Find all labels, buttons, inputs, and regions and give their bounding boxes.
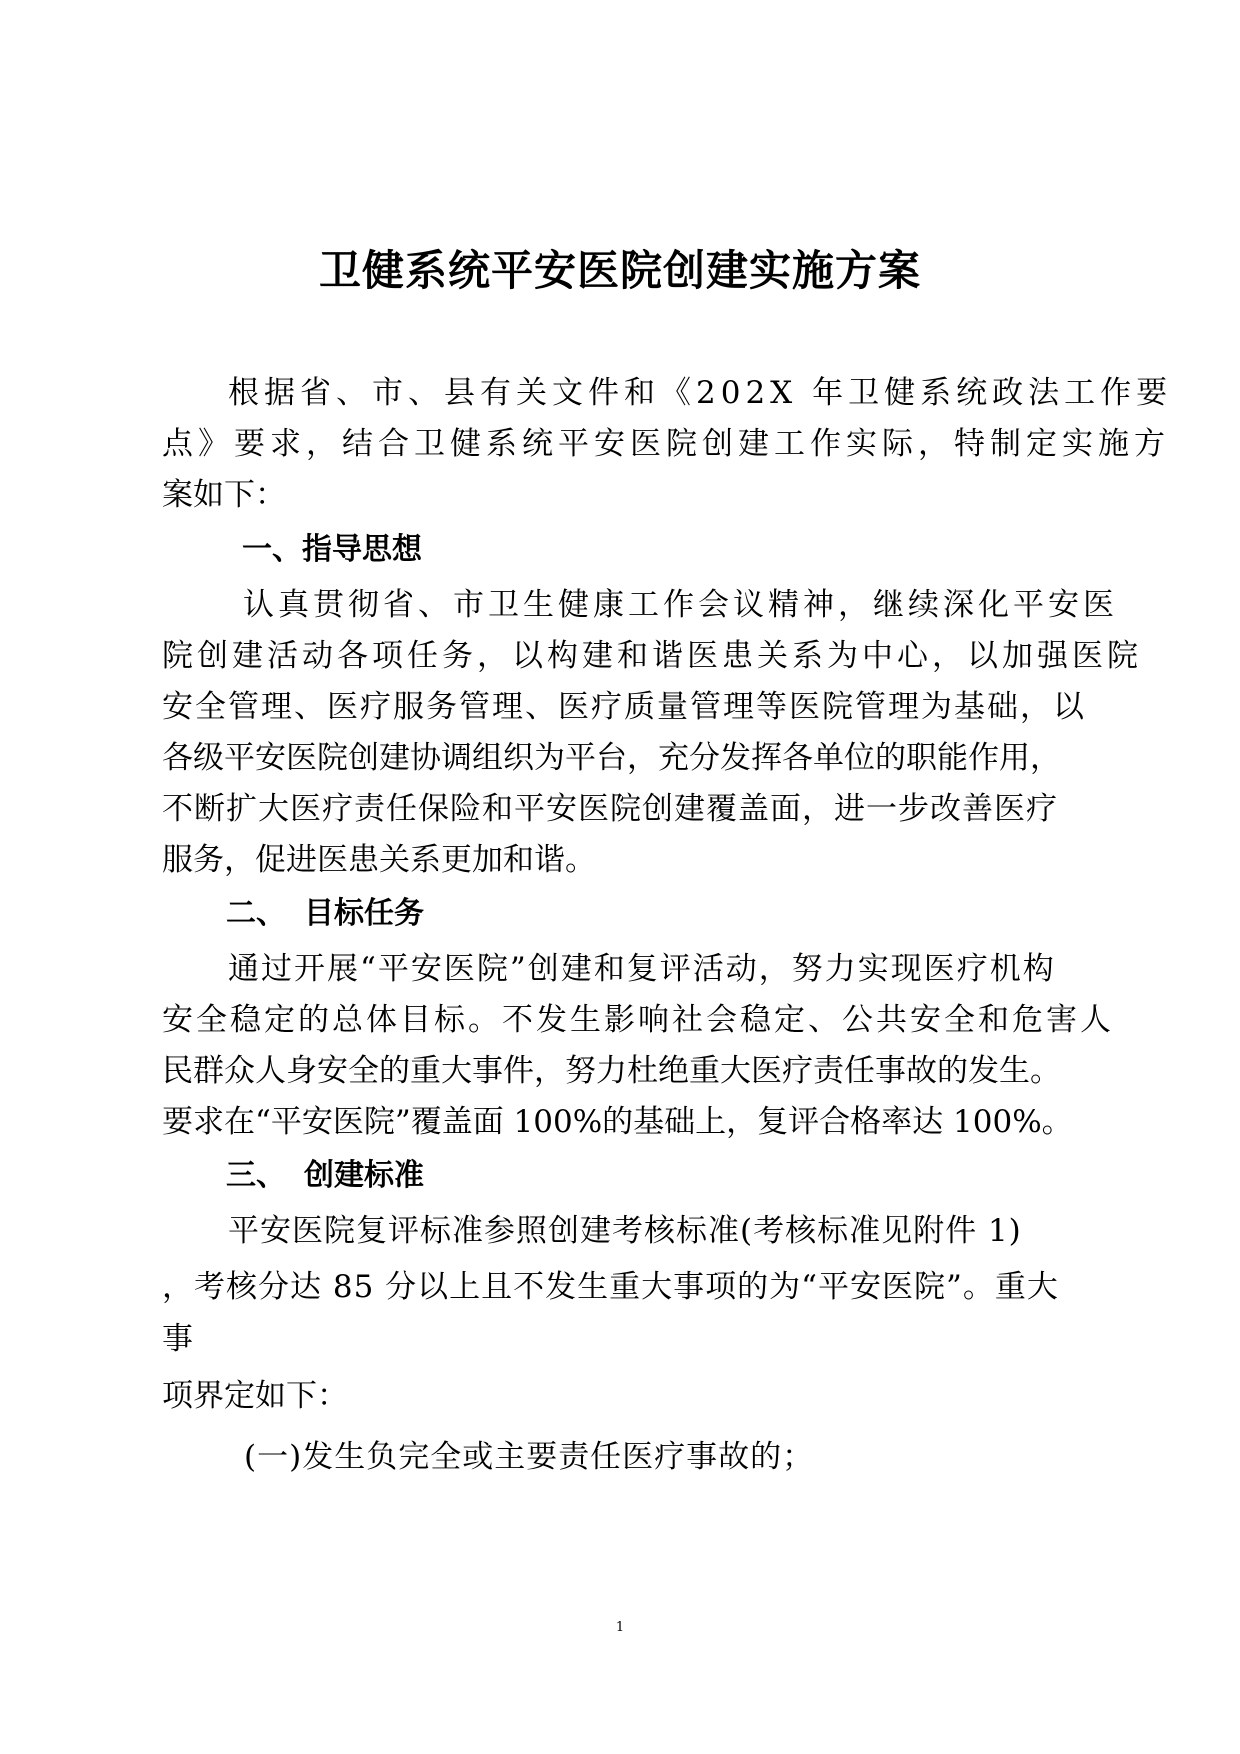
section-3-number: 三、 [226, 1158, 286, 1193]
section-2-number: 二、 [226, 896, 286, 931]
section-1-heading: 一、指导思想 [242, 532, 422, 567]
section-2-title: 目标任务 [304, 896, 424, 931]
section-1-line-5: 不断扩大医疗责任保险和平安医院创建覆盖面，进一步改善医疗 [162, 791, 1058, 827]
section-1-line-4: 各级平安医院创建协调组织为平台，充分发挥各单位的职能作用， [162, 740, 1061, 776]
section-3-line-4: 项界定如下： [162, 1378, 348, 1414]
document-title: 卫健系统平安医院创建实施方案 [318, 246, 921, 295]
section-2-heading [226, 888, 424, 939]
intro-line-3: 案如下： [162, 477, 286, 513]
intro-line-2: 点》要求，结合卫健系统平安医院创建工作实际，特制定实施方 [162, 426, 1170, 462]
section-3-line-3: 事 [162, 1321, 193, 1357]
section-2-line-4: 要求在“平安医院”覆盖面 100%的基础上，复评合格率达 100%。 [162, 1104, 1073, 1140]
intro-line-1: 根据省、市、县有关文件和《202X 年卫健系统政法工作要 [228, 375, 1173, 411]
section-2-line-2: 安全稳定的总体目标。不发生影响社会稳定、公共安全和危害人 [162, 1002, 1114, 1038]
section-2-line-1: 通过开展“平安医院”创建和复评活动，努力实现医疗机构 [228, 951, 1056, 987]
section-1-line-6: 服务，促进医患关系更加和谐。 [162, 842, 596, 878]
section-1-line-3: 安全管理、医疗服务管理、医疗质量管理等医院管理为基础，以 [162, 689, 1086, 725]
section-2-line-3: 民群众人身安全的重大事件，努力杜绝重大医疗责任事故的发生。 [162, 1053, 1061, 1089]
section-3-heading [226, 1150, 424, 1201]
section-3-line-1: 平安医院复评标准参照创建考核标准(考核标准见附件 1) [228, 1213, 1022, 1249]
section-3-line-2: ，考核分达 85 分以上且不发生重大事项的为“平安医院”。重大 [162, 1269, 1059, 1305]
section-3-item-1: (一)发生负完全或主要责任医疗事故的； [244, 1439, 815, 1475]
section-1-line-2: 院创建活动各项任务，以构建和谐医患关系为中心，以加强医院 [162, 638, 1142, 674]
section-3-title: 创建标准 [304, 1158, 424, 1193]
page-number: 1 [615, 1620, 625, 1635]
section-1-line-1: 认真贯彻省、市卫生健康工作会议精神，继续深化平安医 [243, 587, 1118, 623]
